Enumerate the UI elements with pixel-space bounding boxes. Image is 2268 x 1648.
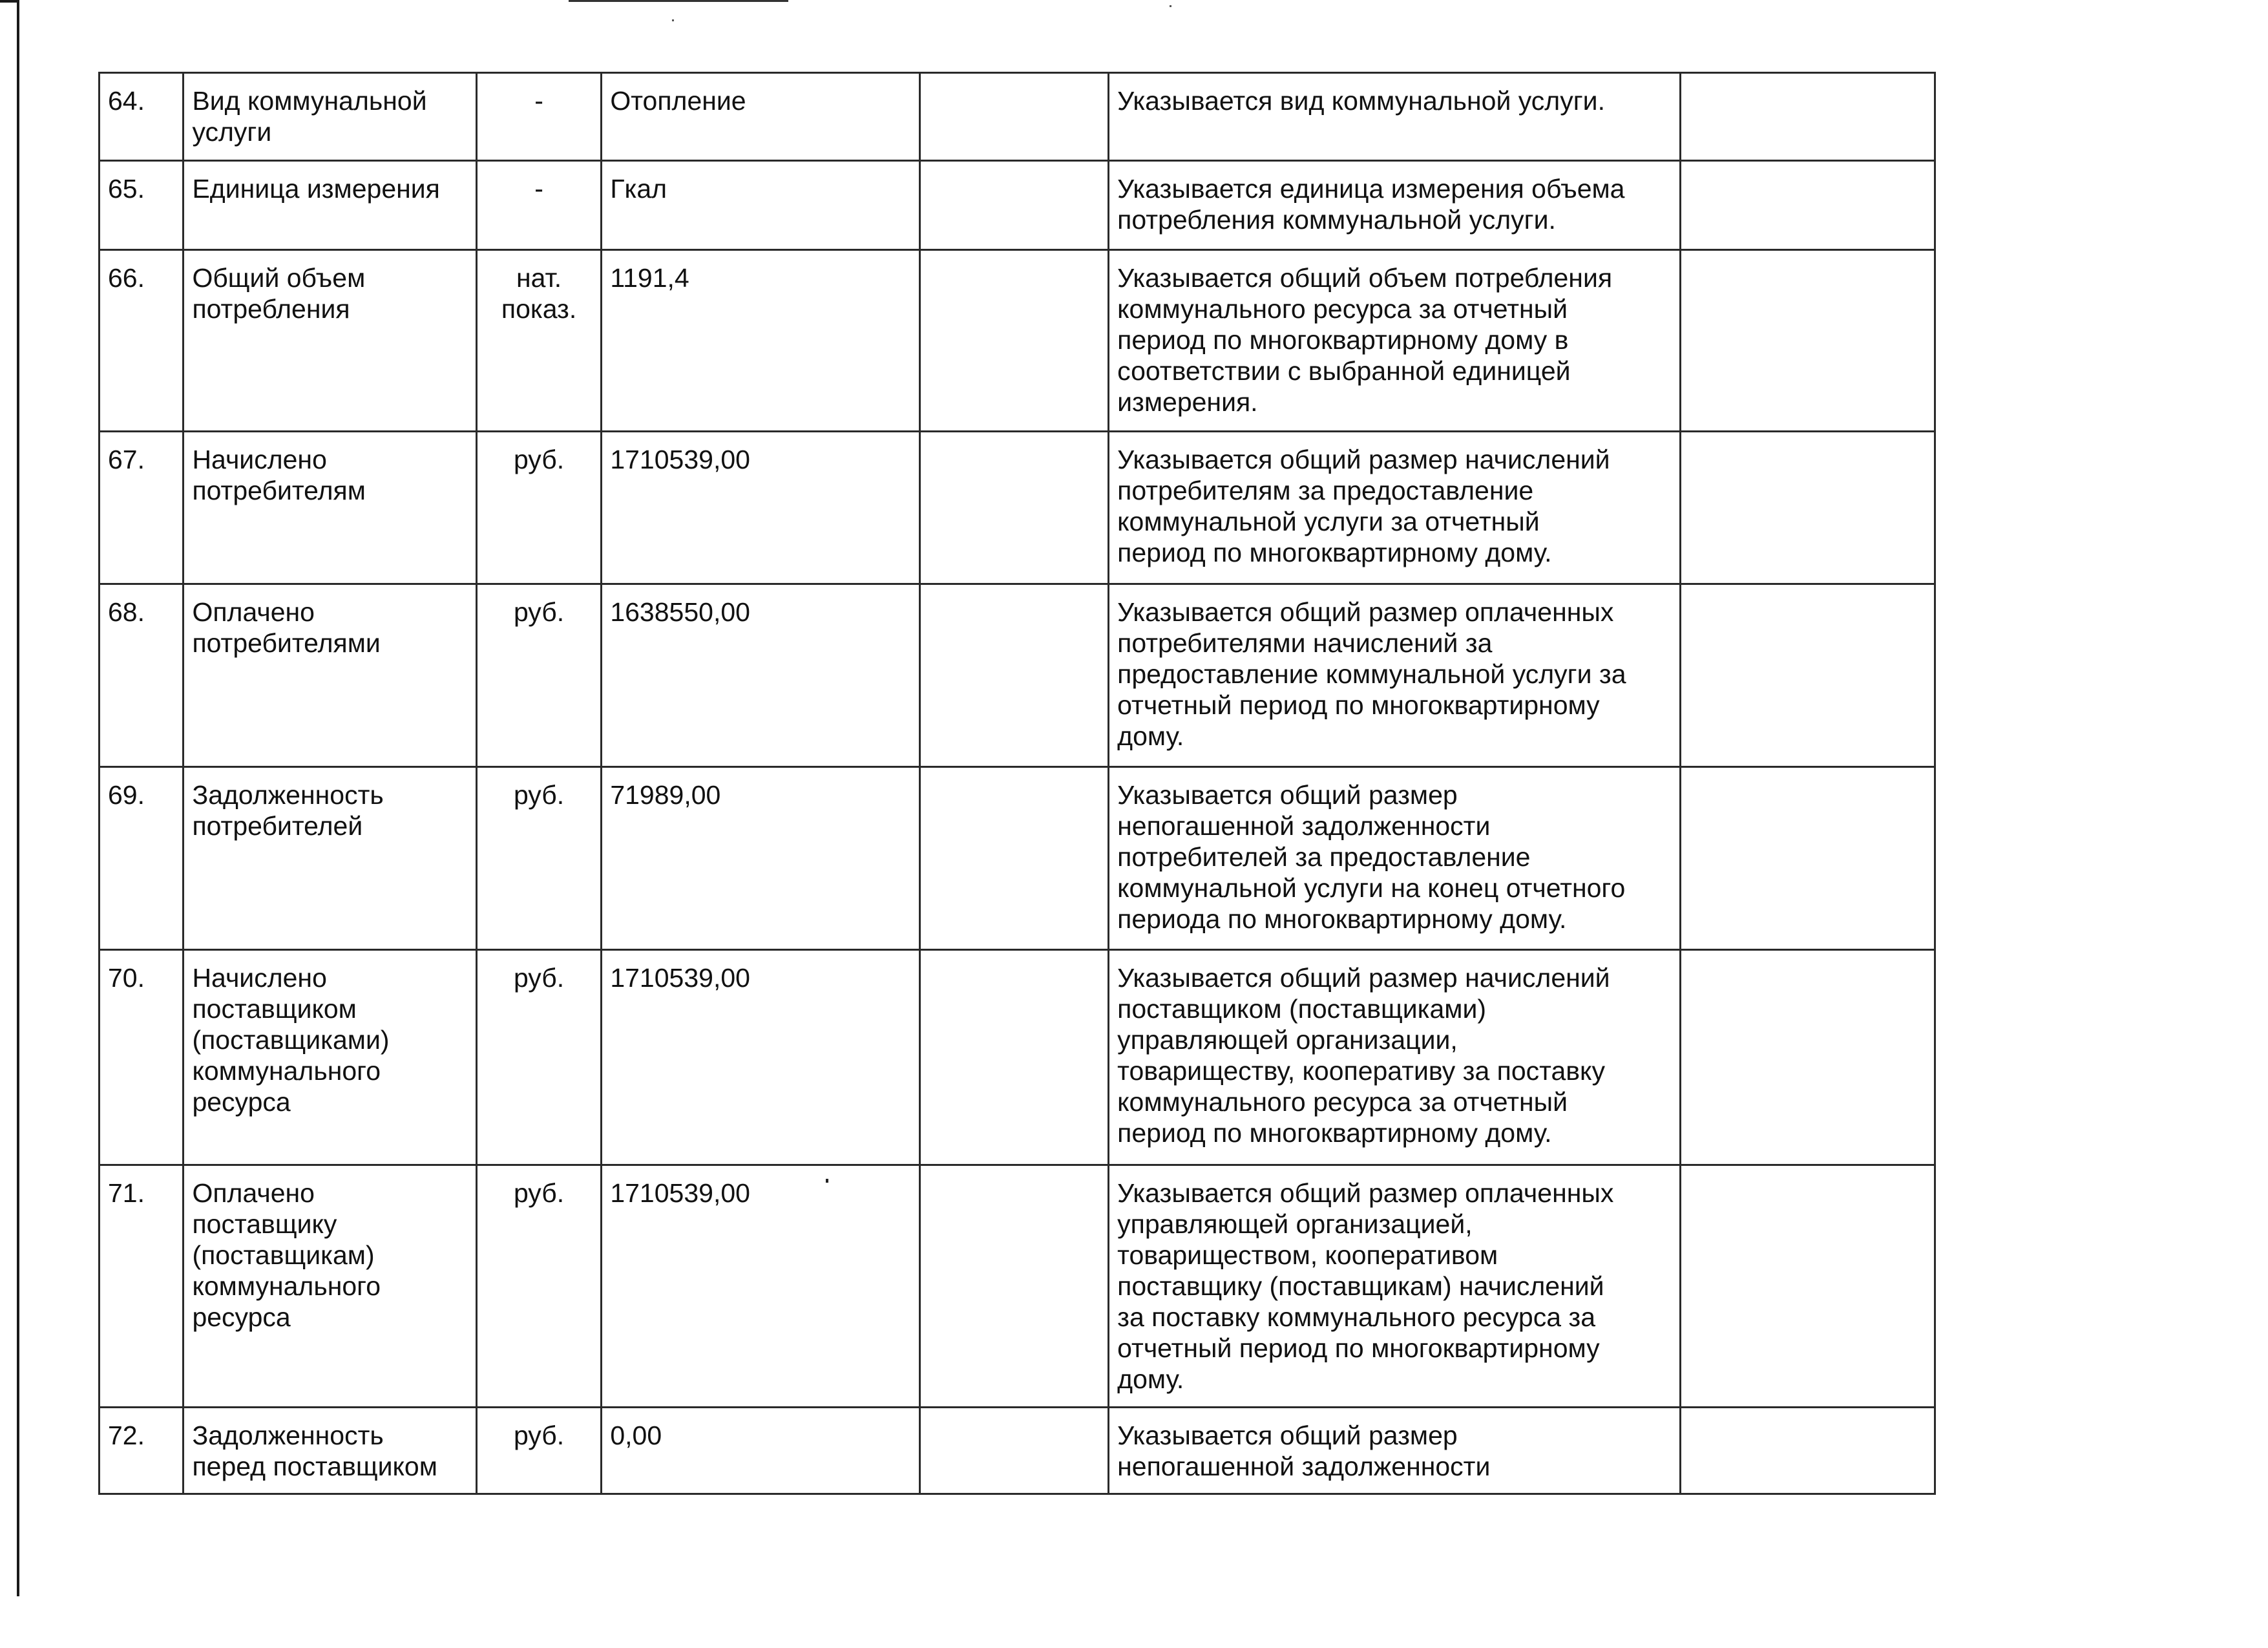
unit-cell [476, 584, 602, 767]
value: 1710539,00 [610, 963, 750, 993]
unit-cell [476, 1165, 602, 1408]
unit-cell [476, 1408, 602, 1494]
empty-cell [1681, 73, 1935, 161]
description-cell [1109, 584, 1681, 767]
empty-cell [920, 767, 1109, 950]
row-number: 70. [108, 963, 145, 993]
value: 0,00 [610, 1421, 662, 1450]
row-number: 69. [108, 780, 145, 810]
row-number-cell [100, 767, 184, 950]
empty-cell [1681, 432, 1935, 584]
table-row [100, 161, 1935, 250]
unit: - [534, 86, 543, 116]
unit: руб. [513, 780, 565, 810]
row-number-cell [100, 161, 184, 250]
row-number-cell [100, 250, 184, 432]
empty-cell [1681, 161, 1935, 250]
description-cell [1109, 950, 1681, 1165]
table-row [100, 432, 1935, 584]
unit: руб. [513, 1421, 565, 1450]
value: 1710539,00 [610, 1178, 750, 1208]
row-number-cell [100, 584, 184, 767]
indicator-name: Вид коммунальной услуги [192, 86, 427, 147]
empty-cell [1681, 950, 1935, 1165]
indicator-name-cell [184, 432, 476, 584]
description: Указывается общий размер начислений потребителям за предоставление коммунальной услуги за отчетный период по многоквартирному дому. [1117, 445, 1610, 567]
indicator-name-cell [184, 1408, 476, 1494]
unit: - [534, 174, 543, 204]
value-cell [602, 1408, 920, 1494]
row-number: 72. [108, 1421, 145, 1450]
scan-edge-top [0, 0, 17, 3]
unit: руб. [513, 597, 565, 627]
description-cell [1109, 161, 1681, 250]
unit: руб. [513, 963, 565, 993]
row-number-cell [100, 1165, 184, 1408]
empty-cell [920, 584, 1109, 767]
description-cell [1109, 73, 1681, 161]
row-number-cell [100, 950, 184, 1165]
empty-cell [1681, 584, 1935, 767]
empty-cell [920, 250, 1109, 432]
unit-cell [476, 73, 602, 161]
table-row [100, 767, 1935, 950]
row-number: 67. [108, 445, 145, 474]
table-row [100, 950, 1935, 1165]
indicator-name-cell [184, 250, 476, 432]
empty-cell [920, 1165, 1109, 1408]
indicator-name: Единица измерения [192, 174, 440, 204]
value-cell [602, 432, 920, 584]
value-cell [602, 584, 920, 767]
indicator-name-cell [184, 73, 476, 161]
empty-cell [920, 161, 1109, 250]
value: Гкал [610, 174, 667, 204]
value: 1710539,00 [610, 445, 750, 474]
value-cell [602, 161, 920, 250]
value-cell [602, 73, 920, 161]
description-cell [1109, 1408, 1681, 1494]
value-cell [602, 950, 920, 1165]
empty-cell [1681, 1165, 1935, 1408]
description: Указывается общий размер непогашенной задолженности потребителей за предоставление коммунальной услуги на конец отчетного периода по многоквартирному дому. [1117, 780, 1626, 934]
row-number: 64. [108, 86, 145, 116]
description: Указывается общий размер оплаченных потребителями начислений за предоставление коммунальной услуги за отчетный период по многоквартирному дому. [1117, 597, 1626, 751]
unit-cell [476, 250, 602, 432]
unit: руб. [513, 445, 565, 474]
value: Отопление [610, 86, 746, 116]
table-row [100, 1165, 1935, 1408]
indicator-name-cell [184, 950, 476, 1165]
indicator-name: Оплачено поставщику (поставщикам) коммунального ресурса [192, 1178, 381, 1332]
value: 1191,4 [610, 263, 689, 293]
scan-edge-left [17, 0, 19, 1596]
description: Указывается вид коммунальной услуги. [1117, 86, 1605, 116]
table-row [100, 73, 1935, 161]
empty-cell [920, 950, 1109, 1165]
value: 1638550,00 [610, 597, 750, 627]
empty-cell [920, 73, 1109, 161]
indicator-name-cell [184, 584, 476, 767]
description: Указывается общий размер оплаченных управляющей организацией, товариществом, кооперативом поставщику (поставщикам) начислений за поставку коммунального ресурса за отчетный период по многоквартирному дому. [1117, 1178, 1614, 1394]
description-cell [1109, 767, 1681, 950]
description: Указывается общий размер начислений поставщиком (поставщиками) управляющей организации, товариществу, кооперативу за поставку коммунального ресурса за отчетный период по многоквартирному дому. [1117, 963, 1610, 1148]
table-row [100, 1408, 1935, 1494]
row-number-cell [100, 432, 184, 584]
indicator-name-cell [184, 767, 476, 950]
indicator-name: Начислено поставщиком (поставщиками) коммунального ресурса [192, 963, 390, 1117]
description: Указывается общий размер непогашенной задолженности [1117, 1421, 1491, 1481]
description: Указывается общий объем потребления коммунального ресурса за отчетный период по многоквартирному дому в соответствии с выбранной единицей измерения. [1117, 263, 1613, 417]
unit-cell [476, 432, 602, 584]
description-cell [1109, 250, 1681, 432]
empty-cell [1681, 250, 1935, 432]
empty-cell [920, 1408, 1109, 1494]
description-cell [1109, 1165, 1681, 1408]
value-cell [602, 1165, 920, 1408]
scan-dot [672, 19, 674, 21]
unit: нат. показ. [501, 263, 577, 324]
description-cell [1109, 432, 1681, 584]
unit-cell [476, 767, 602, 950]
description: Указывается единица измерения объема потребления коммунальной услуги. [1117, 174, 1625, 235]
indicator-name: Оплачено потребителями [192, 597, 381, 658]
indicator-name: Задолженность потребителей [192, 780, 384, 841]
unit-cell [476, 161, 602, 250]
value-cell [602, 767, 920, 950]
empty-cell [1681, 1408, 1935, 1494]
indicator-name: Начислено потребителям [192, 445, 366, 505]
indicator-name: Общий объем потребления [192, 263, 366, 324]
indicator-name-cell [184, 161, 476, 250]
row-number: 66. [108, 263, 145, 293]
unit-cell [476, 950, 602, 1165]
empty-cell [920, 432, 1109, 584]
row-number: 65. [108, 174, 145, 204]
indicator-name: Задолженность перед поставщиком [192, 1421, 437, 1481]
scan-dot [1170, 5, 1171, 7]
row-number-cell [100, 73, 184, 161]
value-cell [602, 250, 920, 432]
row-number: 71. [108, 1178, 145, 1208]
empty-cell [1681, 767, 1935, 950]
scan-top-line [569, 0, 788, 2]
row-number-cell [100, 1408, 184, 1494]
unit: руб. [513, 1178, 565, 1208]
indicator-name-cell [184, 1165, 476, 1408]
value: 71989,00 [610, 780, 721, 810]
table-row [100, 584, 1935, 767]
services-table [98, 72, 1936, 1495]
table-row [100, 250, 1935, 432]
row-number: 68. [108, 597, 145, 627]
